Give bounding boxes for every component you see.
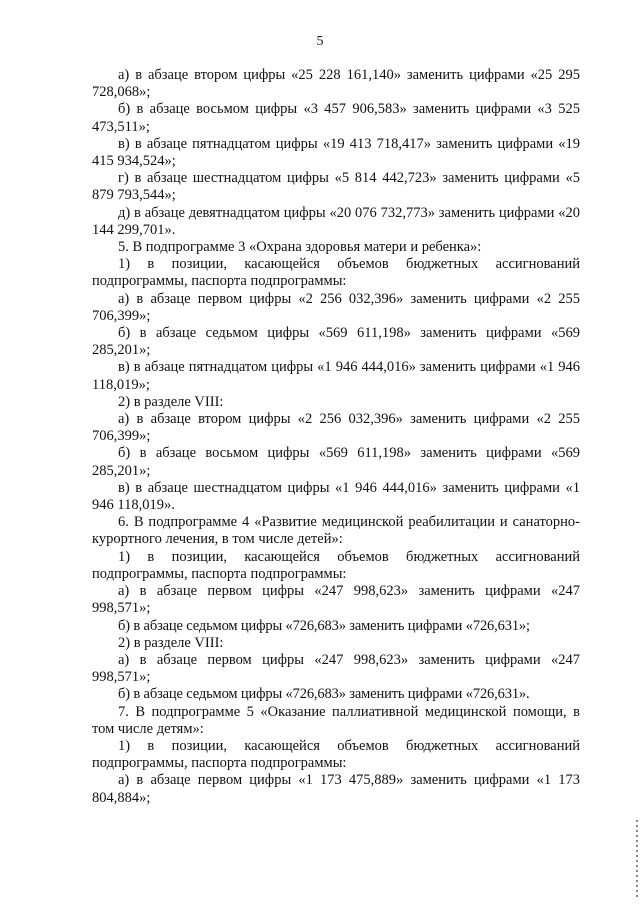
section-heading: 7. В подпрограмме 5 «Оказание паллиативной медицинской помощи, в том числе детям»:: [92, 703, 580, 737]
paragraph: 1) в позиции, касающейся объемов бюджетных ассигнований подпрограммы, паспорта подпрограммы:: [92, 737, 580, 772]
scan-edge-mark: [636, 820, 638, 900]
paragraph: а) в абзаце первом цифры «247 998,623» заменить цифрами «247 998,571»;: [92, 651, 580, 686]
paragraph: а) в абзаце первом цифры «1 173 475,889» заменить цифрами «1 173 804,884»;: [92, 772, 580, 806]
paragraph: 2) в разделе VIII:: [118, 634, 224, 651]
paragraph: в) в абзаце пятнадцатом цифры «19 413 718,417» заменить цифрами «19 415 934,524»;: [92, 135, 580, 170]
paragraph: а) в абзаце втором цифры «25 228 161,140» заменить цифрами «25 295 728,068»;: [92, 67, 580, 101]
paragraph: б) в абзаце восьмом цифры «3 457 906,583» заменить цифрами «3 525 473,511»;: [92, 101, 580, 135]
paragraph: 1) в позиции, касающейся объемов бюджетных ассигнований подпрограммы, паспорта подпрограммы:: [92, 548, 580, 582]
section-heading: 6. В подпрограмме 4 «Развитие медицинской реабилитации и санаторно-курортного лечения, в том числе детей»:: [92, 514, 580, 548]
paragraph: 2) в разделе VIII:: [118, 393, 224, 410]
paragraph: в) в абзаце шестнадцатом цифры «1 946 444,016» заменить цифрами «1 946 118,019».: [92, 479, 580, 514]
document-body: [92, 67, 580, 807]
paragraph: д) в абзаце девятнадцатом цифры «20 076 732,773» заменить цифрами «20 144 299,701».: [92, 204, 580, 238]
paragraph: а) в абзаце втором цифры «2 256 032,396» заменить цифрами «2 255 706,399»;: [92, 411, 580, 445]
paragraph: а) в абзаце первом цифры «247 998,623» заменить цифрами «247 998,571»;: [92, 583, 580, 617]
paragraph: б) в абзаце седьмом цифры «569 611,198» заменить цифрами «569 285,201»;: [92, 325, 580, 359]
paragraph: а) в абзаце первом цифры «2 256 032,396» заменить цифрами «2 255 706,399»;: [92, 290, 580, 324]
paragraph: б) в абзаце восьмом цифры «569 611,198» заменить цифрами «569 285,201»;: [92, 445, 580, 479]
paragraph: б) в абзаце седьмом цифры «726,683» заменить цифрами «726,631»;: [118, 617, 530, 634]
section-heading: 5. В подпрограмме 3 «Охрана здоровья матери и ребенка»:: [118, 239, 482, 256]
paragraph: г) в абзаце шестнадцатом цифры «5 814 442,723» заменить цифрами «5 879 793,544»;: [92, 170, 580, 204]
paragraph: 1) в позиции, касающейся объемов бюджетных ассигнований подпрограммы, паспорта подпрограммы:: [92, 256, 580, 290]
page-number: 5: [316, 34, 324, 49]
paragraph: в) в абзаце пятнадцатом цифры «1 946 444,016» заменить цифрами «1 946 118,019»;: [92, 359, 580, 393]
paragraph: б) в абзаце седьмом цифры «726,683» заменить цифрами «726,631».: [118, 686, 530, 703]
